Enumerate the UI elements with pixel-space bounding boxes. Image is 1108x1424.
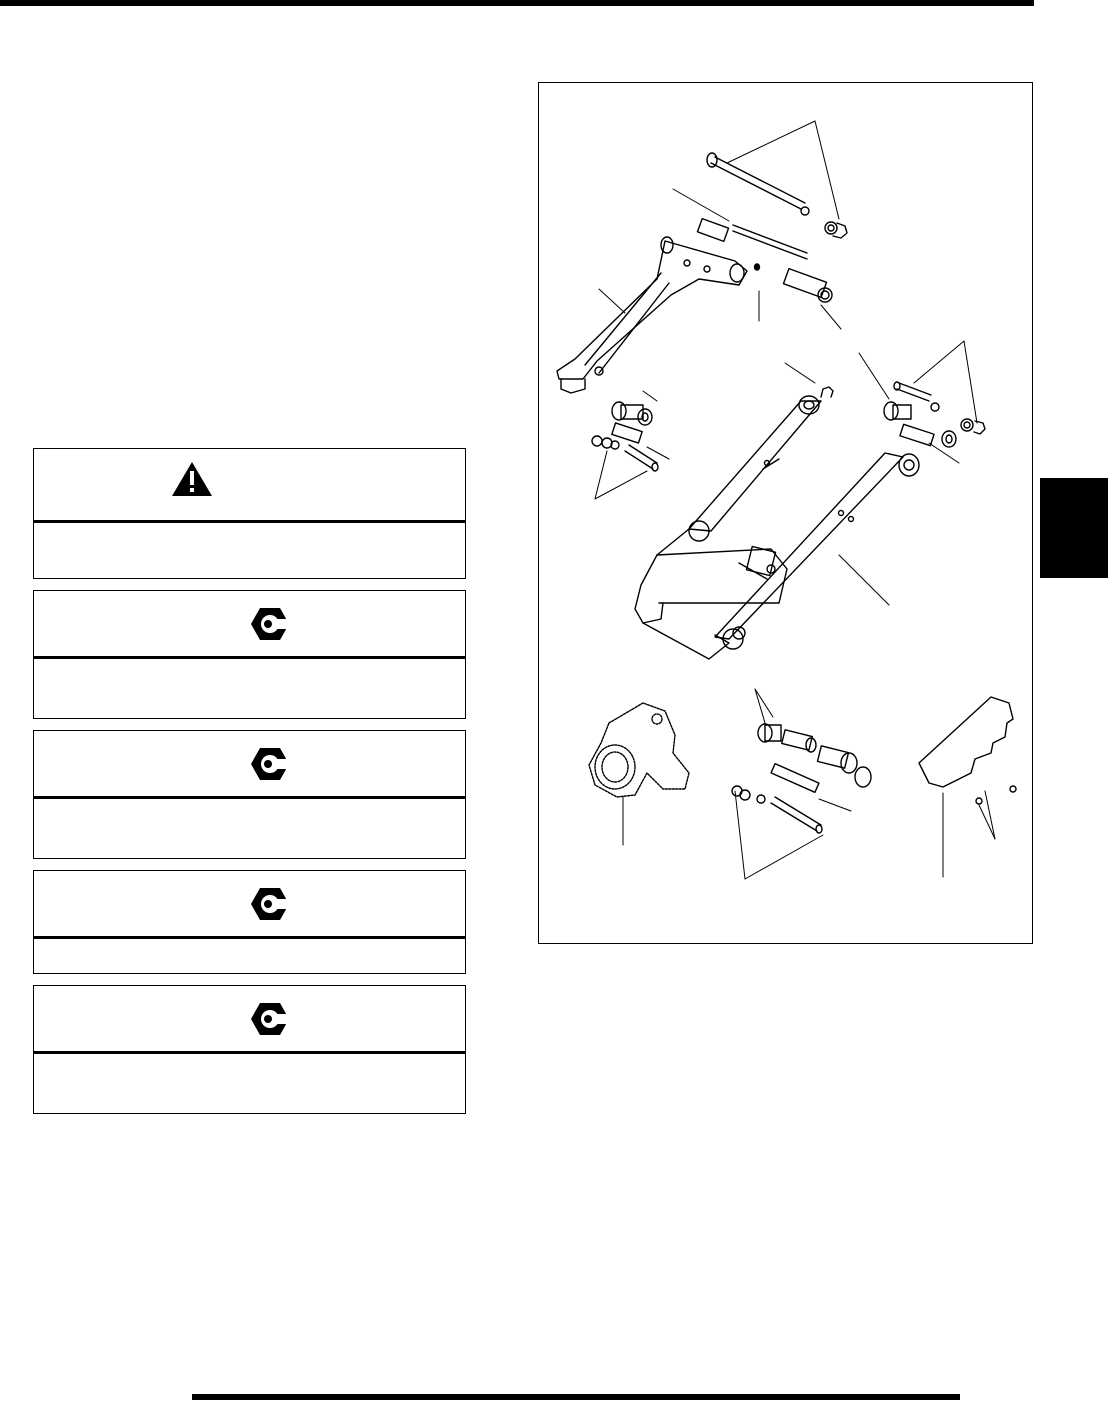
warning-triangle-icon <box>171 461 213 497</box>
guard-plate-part <box>919 697 1016 804</box>
torque-wrench-icon <box>250 1002 290 1036</box>
upper-control-arm-part <box>557 237 747 393</box>
torque-notice <box>33 590 466 719</box>
notice-divider <box>34 1051 465 1054</box>
exploded-view-figure <box>538 82 1033 944</box>
torque-wrench-icon <box>250 747 290 781</box>
lower-left-bushing-part <box>592 402 658 471</box>
chapter-tab <box>1040 478 1108 578</box>
warning-notice <box>33 448 466 579</box>
torque-wrench-icon <box>250 887 290 921</box>
right-bushing-part <box>884 382 985 447</box>
notice-divider <box>34 520 465 523</box>
pivot-shaft-part <box>697 219 832 302</box>
top-rule <box>0 0 1034 6</box>
callout-leaders <box>595 121 995 879</box>
bottom-rule <box>192 1394 960 1400</box>
lower-bushing-set-part <box>732 724 871 833</box>
torque-notice <box>33 870 466 974</box>
rear-swing-arm-part <box>635 387 919 659</box>
torque-notice <box>33 730 466 859</box>
torque-wrench-icon <box>250 607 290 641</box>
knuckle-casting-part <box>589 703 689 797</box>
torque-notice <box>33 985 466 1114</box>
notice-divider <box>34 656 465 659</box>
notice-divider <box>34 796 465 799</box>
notice-divider <box>34 936 465 939</box>
exploded-view-drawing <box>539 83 1034 945</box>
